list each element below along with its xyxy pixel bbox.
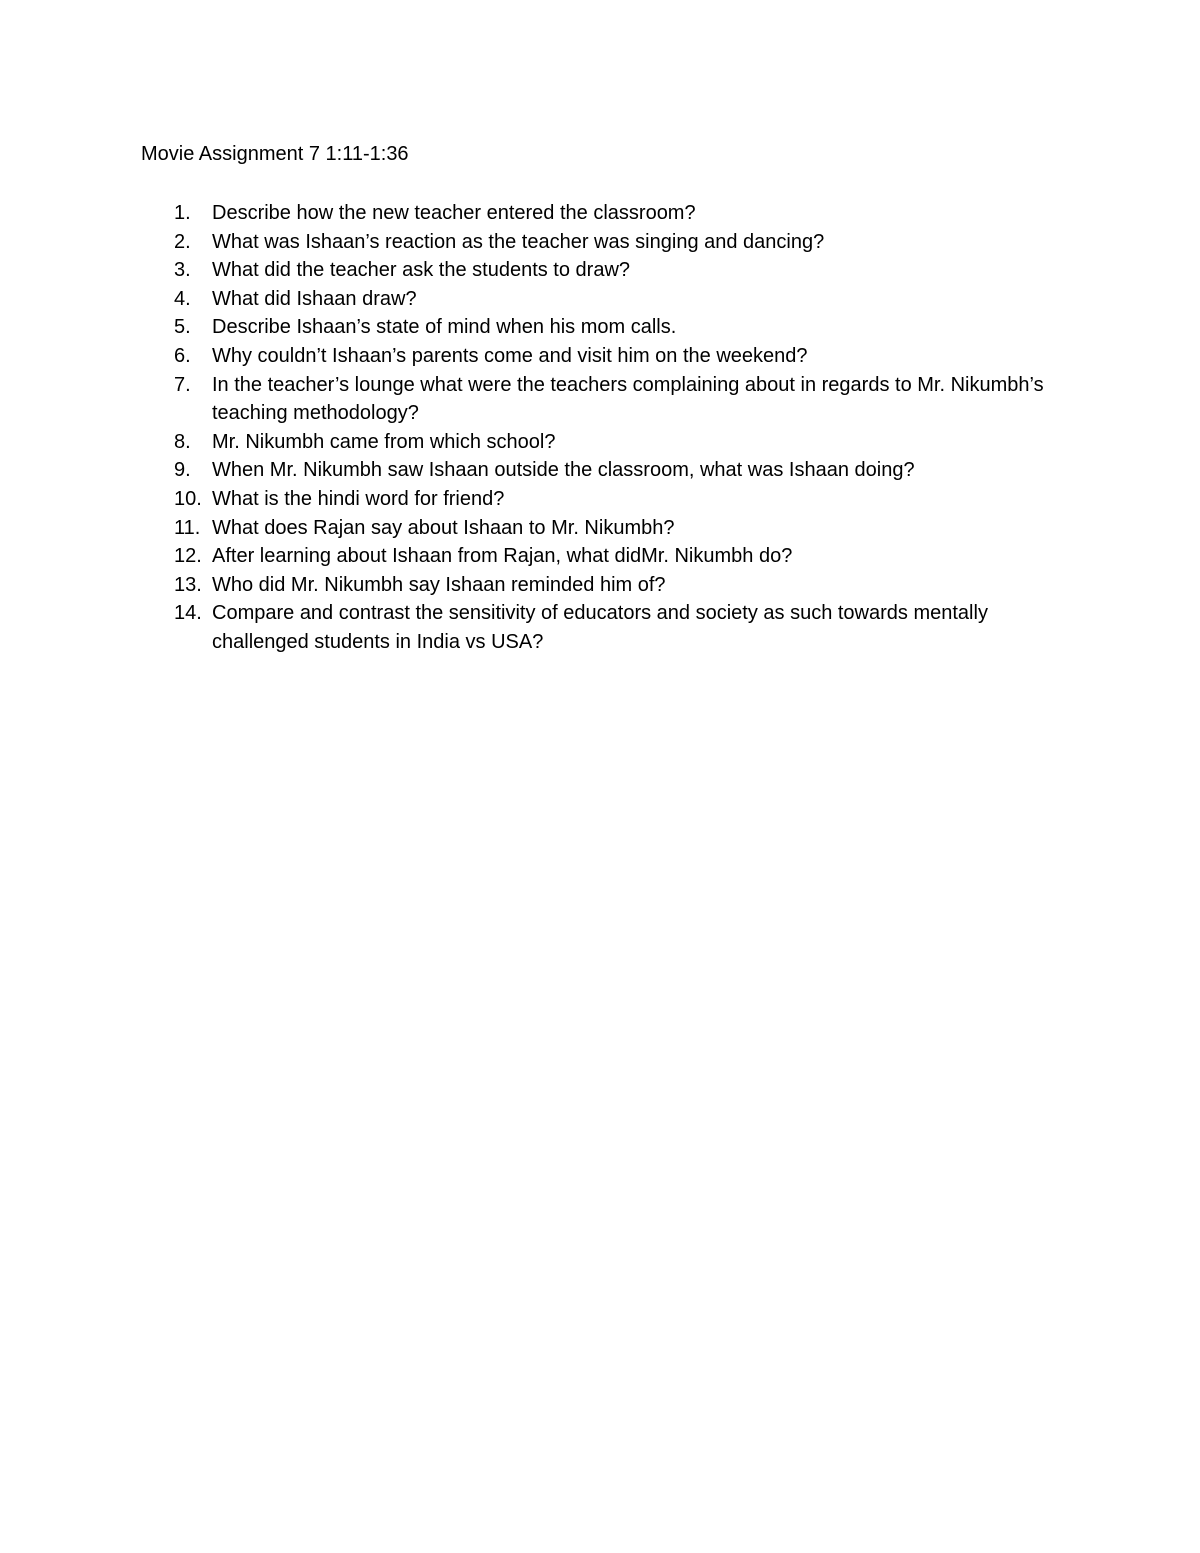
question-text: Why couldn’t Ishaan’s parents come and visit him on the weekend?	[212, 344, 808, 367]
question-text: What does Rajan say about Ishaan to Mr. Nikumbh?	[212, 516, 675, 539]
question-text: What is the hindi word for friend?	[212, 487, 505, 510]
question-item	[174, 571, 1074, 600]
question-item	[174, 428, 1074, 457]
document-title: Movie Assignment 7 1:11-1:36	[141, 143, 409, 165]
question-number: 10.	[174, 487, 202, 510]
question-number: 2.	[174, 230, 191, 253]
question-item	[174, 599, 1074, 656]
question-number: 6.	[174, 344, 191, 367]
question-number: 4.	[174, 287, 191, 310]
question-number: 7.	[174, 373, 191, 396]
question-text: Describe Ishaan’s state of mind when his mom calls.	[212, 316, 677, 339]
question-number: 14.	[174, 602, 202, 625]
question-text: Mr. Nikumbh came from which school?	[212, 430, 556, 453]
question-text: When Mr. Nikumbh saw Ishaan outside the classroom, what was Ishaan doing?	[212, 459, 915, 482]
question-text: What did the teacher ask the students to draw?	[212, 259, 631, 282]
question-text: Who did Mr. Nikumbh say Ishaan reminded him of?	[212, 573, 666, 596]
question-text: Describe how the new teacher entered the classroom?	[212, 202, 696, 224]
question-number: 5.	[174, 316, 191, 339]
question-item	[174, 485, 1074, 514]
question-item	[174, 542, 1074, 571]
question-item	[174, 313, 1074, 342]
question-number: 11.	[174, 516, 201, 539]
question-text: What did Ishaan draw?	[212, 287, 417, 310]
question-item	[174, 371, 1074, 428]
question-item	[174, 228, 1074, 257]
question-number: 12.	[174, 545, 202, 568]
question-item	[174, 342, 1074, 371]
question-item	[174, 514, 1074, 543]
question-text: Compare and contrast the sensitivity of educators and society as such towards mentally challenged students in India vs USA?	[212, 602, 988, 653]
question-number: 1.	[174, 202, 191, 224]
question-number: 3.	[174, 259, 191, 282]
question-text: After learning about Ishaan from Rajan, what didMr. Nikumbh do?	[212, 545, 793, 568]
question-item	[174, 256, 1074, 285]
question-number: 8.	[174, 430, 191, 453]
question-item	[174, 456, 1074, 485]
question-number: 13.	[174, 573, 202, 596]
question-item	[174, 199, 1074, 228]
question-text: What was Ishaan’s reaction as the teacher was singing and dancing?	[212, 230, 825, 253]
question-text: In the teacher’s lounge what were the teachers complaining about in regards to Mr. Nikumbh’s teaching methodology?	[212, 373, 1044, 425]
question-number: 9.	[174, 459, 191, 482]
question-item	[174, 285, 1074, 314]
question-list	[174, 199, 1074, 657]
